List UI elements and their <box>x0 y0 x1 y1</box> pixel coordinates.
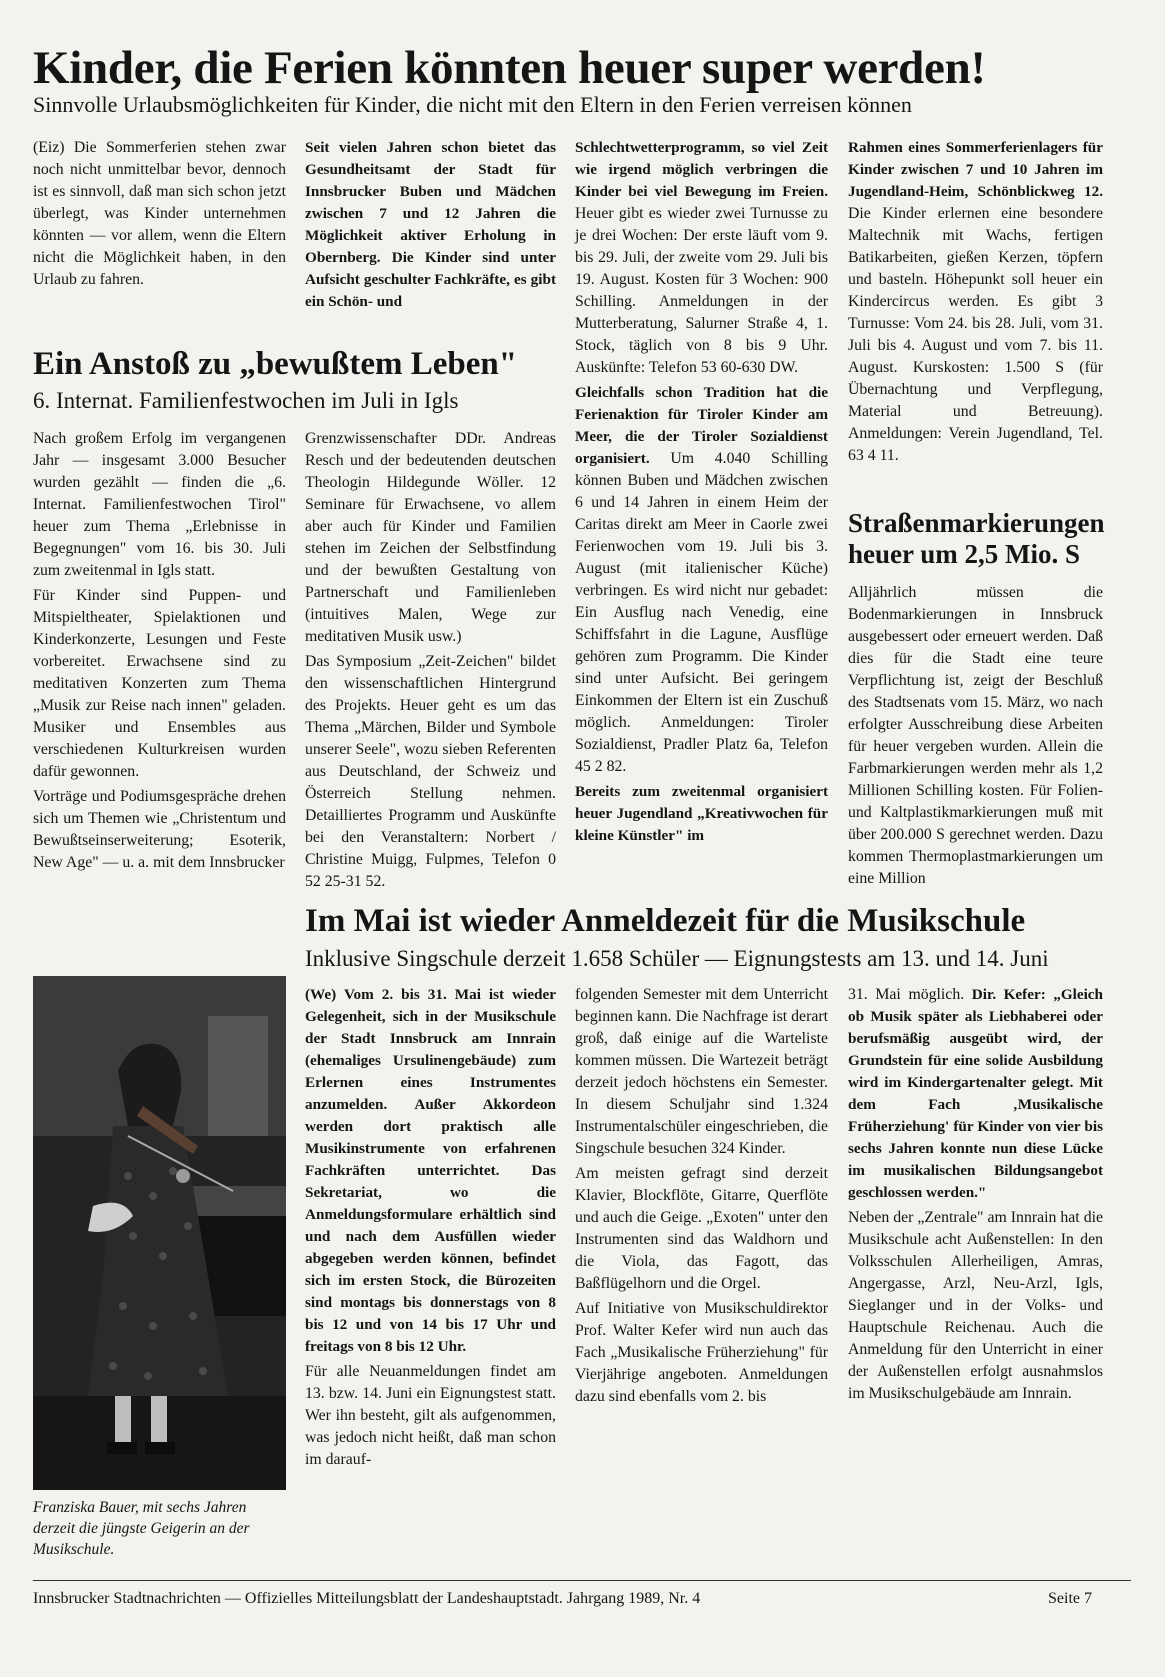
paragraph-text: Heuer gibt es wieder zwei Turnusse zu je drei Wochen: Der erste läuft vom 9. bis 29. Juli, der zweite vom 29. Juli bis 19. August. Kosten für 3 Wochen: 900 Schilling. Anmeldungen in der Mutterberatung, Salurner Straße 4, 1. Stock, täglich von 8 bis 9 Uhr. Auskünfte: Telefon 53 60-630 DW. <box>575 205 828 376</box>
footer-page-number: Seite 7 <box>1048 1590 1092 1607</box>
article-musikschule-col1 <box>305 984 556 1474</box>
violinist-photo-illustration <box>33 976 286 1490</box>
paragraph: Vorträge und Podiumsgespräche drehen sich um Themen wie „Christentum und Bewußtseinserweiterung; Esoterik, New Age" — u. a. mit dem Innsbrucker <box>33 788 286 871</box>
photo-caption: Franziska Bauer, mit sechs Jahren derzeit die jüngste Geigerin an der Musikschule. <box>33 1499 250 1558</box>
paragraph-text: Um 4.040 Schilling können Buben und Mädchen zwischen 6 und 14 Jahren in einem Heim der Caritas direkt am Meer in Caorle zwei Ferienwochen vom 19. Juli bis 3. August (mit italienischer Küche) verbringen. Es wird nicht nur gebadet: Ein Ausflug nach Venedig, eine Schiffsfahrt in die Lagune, Ausflüge gehören zum Programm. Die Kinder sind unter Aufsicht. Bei geringem Einkommen der Eltern ist ein Zuschuß möglich. Anmeldungen: Tiroler Sozialdienst, Pradler Platz 6a, Telefon 45 2 82. <box>575 450 828 775</box>
article-ferien-col2 <box>305 137 556 316</box>
photo-violinist <box>33 976 286 1490</box>
paragraph: Grenzwissenschafter DDr. Andreas Resch und der bedeutenden deutschen Theologin Hildegunde Wöller. 12 Seminare für Erwachsene, vo allem aber auch für Kinder und Familien stehen im Zeichen der Selbstfindung und der bewußten Gestaltung von Partnerschaft und Familienleben (intuitives Malen, Wege zur meditativen Musik usw.) <box>305 430 556 645</box>
paragraph-bold: Rahmen eines Sommerferienlagers für Kinder zwischen 7 und 10 Jahren im Jugendland-Heim, Schönblickweg 12. <box>848 139 1103 200</box>
paragraph: Für Kinder sind Puppen- und Mitspieltheater, Spielaktionen und Kinderkonzerte, Lesungen und Feste vorbereitet. Erwachsene sind zu meditativen Konzerten zum Thema „Musik zur Reise nach innen" geladen. Musiker und Ensembles aus verschiedenen Kulturkreisen wurden dafür gewonnen. <box>33 587 286 780</box>
footer-rule <box>33 1580 1131 1581</box>
paragraph: Nach großem Erfolg im vergangenen Jahr — insgesamt 3.000 Besucher wurden gezählt — finden die „6. Internat. Familienfestwochen Tirol" heuer zum Thema „Erlebnisse in Begegnungen" vom 16. bis 30. Juli zum zweitenmal in Igls statt. <box>33 430 286 579</box>
headline-musikschule: Im Mai ist wieder Anmeldezeit für die Musikschule <box>305 903 1026 939</box>
subheadline-ferien: Sinnvolle Urlaubsmöglichkeiten für Kinder, die nicht mit den Eltern in den Ferien verreisen können <box>33 92 912 117</box>
article-igls-col1 <box>33 428 286 877</box>
article-musikschule-col2 <box>575 984 828 1411</box>
paragraph-bold: Dir. Kefer: „Gleich ob Musik später als Liebhaberei oder berufsmäßig ausgeübt wird, der Grundstein für eine solide Ausbildung wird im Kindergartenalter gelegt. Mit dem Fach ‚Musikalische Früherziehung' für Kinder von vier bis sechs Jahren konnte nun diese Lücke im musikalischen Bildungsangebot geschlossen werden." <box>848 986 1103 1201</box>
subheadline-bewusstes-leben: 6. Internat. Familienfestwochen im Juli in Igls <box>33 388 459 413</box>
article-ferien-col3 <box>575 137 828 850</box>
paragraph-bold: (We) Vom 2. bis 31. Mai ist wieder Gelegenheit, sich in der Musikschule der Stadt Innsbruck am Innrain (ehemaliges Ursulinengebäude) zum Erlernen eines Instrumentes anzumelden. Außer Akkordeon werden dort praktisch alle Musikinstrumente von erfahrenen Fachkräften unterrichtet. Das Sekretariat, wo die Anmeldungsformulare erhältlich sind und nach dem Ausfüllen wieder abgegeben werden können, befindet sich im ersten Stock, die Bürozeiten sind montags bis donnerstags von 8 bis 12 und von 14 bis 17 Uhr und freitags von 8 bis 12 Uhr. <box>305 986 556 1355</box>
article-ferien-col1 <box>33 137 286 294</box>
paragraph: Alljährlich müssen die Bodenmarkierungen in Innsbruck ausgebessert oder erneuert werden. Daß dies für die Stadt eine teure Verpflichtung ist, zeigt der Beschluß des Stadtsenats vom 15. März, wo nach erfolgter Ausschreibung diese Arbeiten für heuer vergeben wurden. Allein die Farbmarkierungen werden mehr als 1,2 Millionen Schilling kosten. Für Folien- und Kaltplastikmarkierungen muß mit über 200.000 S gerechnet werden. Dazu kommen Thermoplastmarkierungen um eine Million <box>848 584 1103 887</box>
paragraph: Das Symposium „Zeit-Zeichen" bildet den wissenschaftlichen Hintergrund des Projekts. Heuer geht es um das Thema „Märchen, Bilder und Symbole unserer Seele", wozu sieben Referenten aus Deutschland, der Schweiz und Österreich Stellung nehmen. Detailliertes Programm und Auskünfte bei den Veranstaltern: Norbert / Christine Muigg, Fulpmes, Telefon 0 52 25-31 52. <box>305 653 556 890</box>
paragraph-text: 31. Mai möglich. <box>848 986 965 1003</box>
paragraph: Am meisten gefragt sind derzeit Klavier, Blockflöte, Gitarre, Querflöte und auch die Geige. „Exoten" unter den Instrumenten sind das Waldhorn und die Viola, das Fagott, das Baßflügelhorn und die Orgel. <box>575 1165 828 1292</box>
paragraph-bold: Bereits zum zweitenmal organisiert heuer Jugendland „Kreativwochen für kleine Künstler" im <box>575 783 828 844</box>
paragraph: (Eiz) Die Sommerferien stehen zwar noch nicht unmittelbar bevor, dennoch ist es sinnvoll, daß man sich schon jetzt überlegt, was Kinder unternehmen könnten — vor allem, wenn die Eltern nicht die Möglichkeit haben, in den Urlaub zu fahren. <box>33 139 286 288</box>
article-igls-col2 <box>305 428 556 896</box>
paragraph-bold: Seit vielen Jahren schon bietet das Gesundheitsamt der Stadt für Innsbrucker Buben und Mädchen zwischen 7 und 12 Jahren die Möglichkeit aktiver Erholung in Obernberg. Die Kinder sind unter Aufsicht geschulter Fachkräfte, es gibt ein Schön- und <box>305 139 556 310</box>
headline-bewusstes-leben: Ein Anstoß zu „bewußtem Leben" <box>33 346 518 382</box>
paragraph-text: Die Kinder erlernen eine besondere Maltechnik mit Wachs, fertigen Batikarbeiten, gießen Kerzen, töpfern und basteln. Höhepunkt soll heuer ein Kindercircus werden. Es gibt 3 Turnusse: Vom 24. bis 28. Juli, vom 31. Juli bis 4. August und vom 7. bis 11. August. Kurskosten: 1.500 S (für Übernachtung und Verpflegung, Material und Betreuung). Anmeldungen: Verein Jugendland, Tel. 63 4 11. <box>848 205 1103 464</box>
paragraph: Neben der „Zentrale" am Innrain hat die Musikschule acht Außenstellen: In den Volksschulen Allerheiligen, Amras, Angergasse, Arzl, Neu-Arzl, Igls, Sieglanger und in der Volks- und Hauptschule Reichenau. Auch die Anmeldung für den Unterricht in einer der Außenstellen erfolgt ausnahmslos im Musikschulgebäude am Innrain. <box>848 1209 1103 1402</box>
headline-ferien: Kinder, die Ferien könnten heuer super werden! <box>33 42 986 94</box>
article-musikschule-col3 <box>848 984 1103 1408</box>
paragraph-bold: Schlechtwetterprogramm, so viel Zeit wie irgend möglich verbringen die Kinder bei viel Bewegung im Freien. <box>575 139 828 200</box>
paragraph: Auf Initiative von Musikschuldirektor Prof. Walter Kefer wird nun auch das Fach „Musikalische Früherziehung" für Vierjährige angeboten. Anmeldungen dazu sind ebenfalls vom 2. bis <box>575 1300 828 1405</box>
article-ferien-col4 <box>848 137 1103 470</box>
footer-publication: Innsbrucker Stadtnachrichten — Offizielles Mitteilungsblatt der Landeshauptstadt. Jahrgang 1989, Nr. 4 <box>33 1590 701 1607</box>
headline-strassenmarkierungen: Straßenmarkierungen heuer um 2,5 Mio. S <box>848 508 1105 569</box>
paragraph-bold: Gleichfalls schon Tradition hat die Ferienaktion für Tiroler Kinder am Meer, die der Tiroler Sozialdienst organisiert. <box>575 384 828 467</box>
paragraph: folgenden Semester mit dem Unterricht beginnen kann. Die Nachfrage ist derart groß, daß einige auf die Warteliste kommen müssen. Die Wartezeit beträgt derzeit jedoch höchstens ein Semester. In diesem Schuljahr sind 1.324 Instrumentalschüler eingeschrieben, die Singschule besuchen 324 Kinder. <box>575 986 828 1157</box>
subheadline-musikschule: Inklusive Singschule derzeit 1.658 Schüler — Eignungstests am 13. und 14. Juni <box>305 946 1049 971</box>
article-strassenmarkierungen <box>848 582 1103 893</box>
paragraph: Für alle Neuanmeldungen findet am 13. bzw. 14. Juni ein Eignungstest statt. Wer ihn besteht, gilt als aufgenommen, was jedoch nicht heißt, daß man schon im darauf- <box>305 1363 556 1468</box>
